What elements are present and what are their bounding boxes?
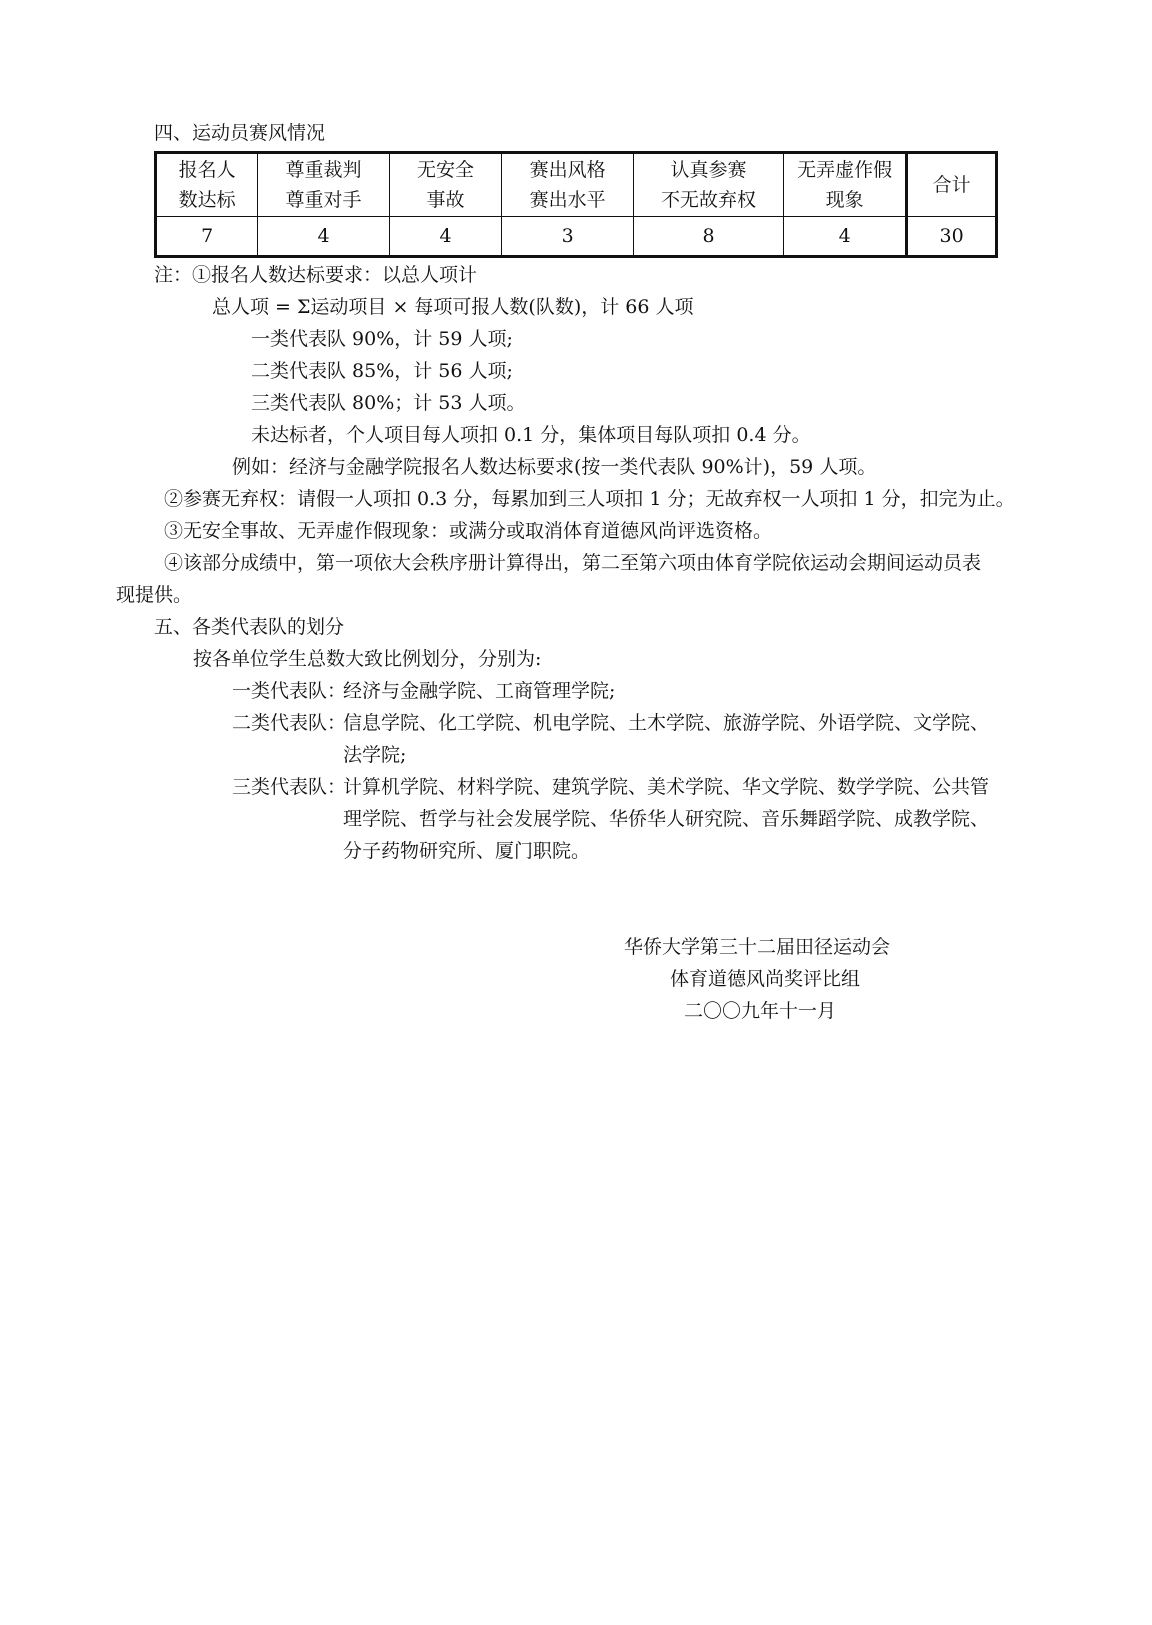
- class2-units-line2: 法学院;: [343, 744, 407, 766]
- table-cell: 4: [784, 217, 907, 257]
- col-header-style: 赛出风格 赛出水平: [502, 153, 633, 217]
- note-4: ④该部分成绩中，第一项依大会秩序册计算得出，第二至第六项由体育学院依运动会期间运动员表: [164, 552, 982, 574]
- col-header-no-fraud: 无弄虚作假 现象: [784, 153, 907, 217]
- table-header-row: [156, 153, 997, 217]
- table-cell: 4: [389, 217, 502, 257]
- note-1-example: 例如：经济与金融学院报名人数达标要求(按一类代表队 90%计)，59 人项。: [232, 456, 877, 478]
- section-5-intro: 按各单位学生总数大致比例划分，分别为:: [193, 648, 542, 670]
- col-header-registration: 报名人 数达标: [156, 153, 258, 217]
- table-cell: 4: [258, 217, 389, 257]
- signature-org: 华侨大学第三十二届田径运动会: [624, 936, 891, 958]
- col-header-total: 合计: [907, 153, 997, 217]
- table-cell: 8: [633, 217, 783, 257]
- class3-units-line2: 理学院、哲学与社会发展学院、华侨华人研究院、音乐舞蹈学院、成教学院、: [343, 808, 990, 830]
- note-2: ②参赛无弃权：请假一人项扣 0.3 分，每累加到三人项扣 1 分；无故弃权一人项扣 1 分，扣完为止。: [164, 488, 1015, 510]
- sportsmanship-score-table: [154, 151, 998, 258]
- class3-units-line3: 分子药物研究所、厦门职院。: [343, 840, 591, 862]
- note-1: 注：①报名人数达标要求：以总人项计: [154, 264, 478, 286]
- note-1-class3: 三类代表队 80%；计 53 人项。: [251, 392, 526, 414]
- note-1-total-formula: 总人项 = Σ运动项目 × 每项可报人数(队数)，计 66 人项: [212, 296, 694, 318]
- class1-units: 经济与金融学院、工商管理学院;: [343, 680, 616, 702]
- class2-units-line1: 信息学院、化工学院、机电学院、土木学院、旅游学院、外语学院、文学院、: [343, 712, 990, 734]
- section-4-title: 四、运动员赛风情况: [154, 122, 326, 144]
- class3-units-line1: 计算机学院、材料学院、建筑学院、美术学院、华文学院、数学学院、公共管: [343, 776, 990, 798]
- signature-group: 体育道德风尚奖评比组: [670, 968, 861, 990]
- note-3: ③无安全事故、无弄虚作假现象：或满分或取消体育道德风尚评选资格。: [164, 520, 773, 542]
- note-1-penalty: 未达标者，个人项目每人项扣 0.1 分，集体项目每队项扣 0.4 分。: [251, 424, 811, 446]
- class3-label: 三类代表队：: [232, 776, 347, 798]
- section-5-title: 五、各类代表队的划分: [154, 616, 345, 638]
- class1-label: 一类代表队：: [232, 680, 347, 702]
- col-header-participation: 认真参赛 不无故弃权: [633, 153, 783, 217]
- table-cell: 7: [156, 217, 258, 257]
- table-row: [156, 217, 997, 257]
- table-cell: 3: [502, 217, 633, 257]
- col-header-safety: 无安全 事故: [389, 153, 502, 217]
- class2-label: 二类代表队：: [232, 712, 347, 734]
- signature-date: 二〇〇九年十一月: [684, 1000, 837, 1022]
- note-1-class2: 二类代表队 85%，计 56 人项;: [251, 360, 513, 382]
- col-header-respect: 尊重裁判 尊重对手: [258, 153, 389, 217]
- note-1-class1: 一类代表队 90%，计 59 人项;: [251, 328, 513, 350]
- table-cell-total: 30: [907, 217, 997, 257]
- note-4-cont: 现提供。: [116, 584, 193, 606]
